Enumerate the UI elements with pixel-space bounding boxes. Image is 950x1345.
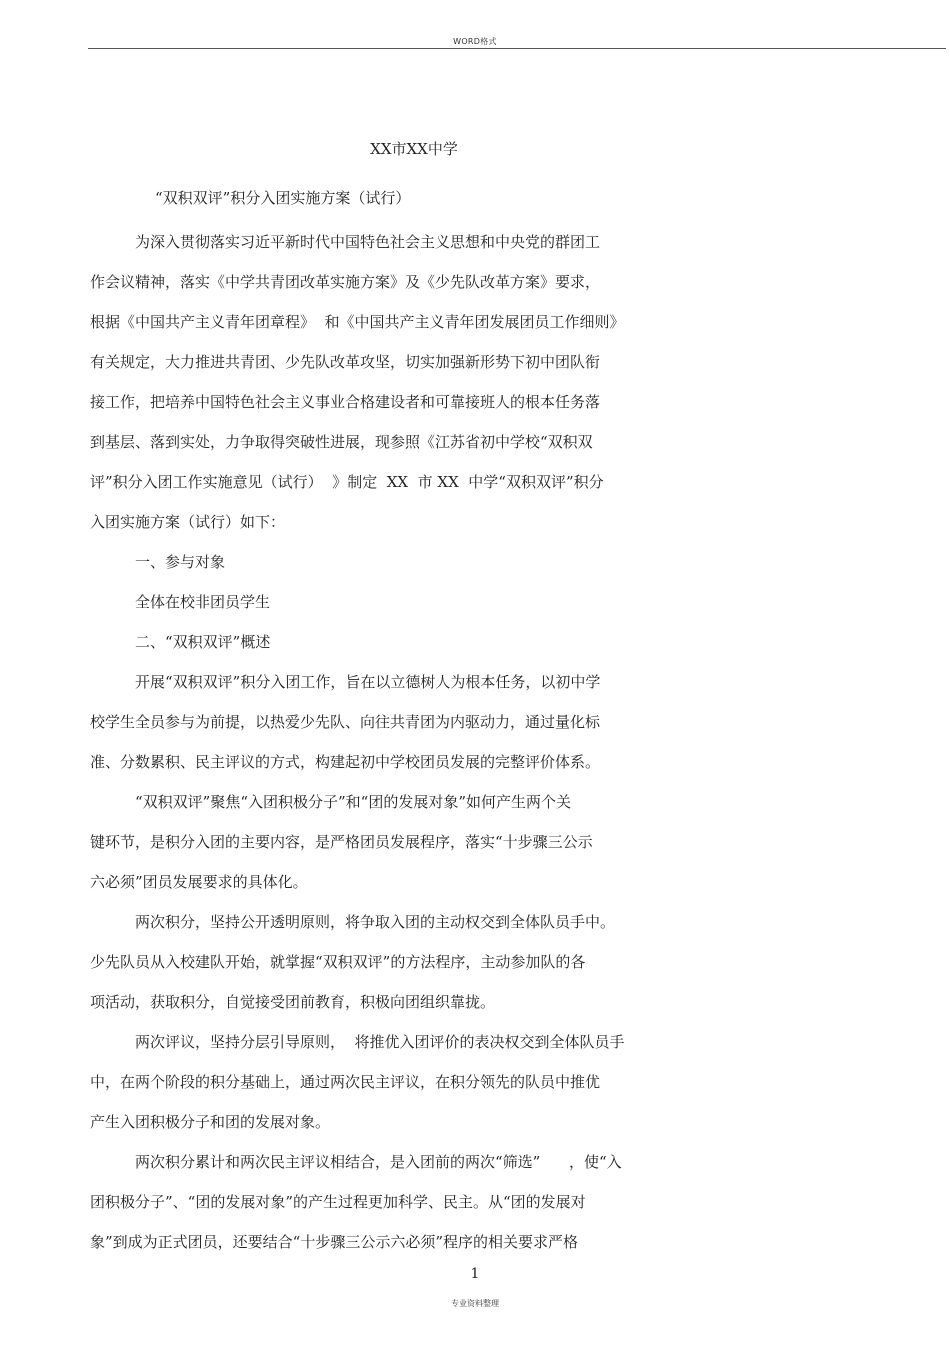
body-line: 两次评议，坚持分层引导原则， 将推优入团评价的表决权交到全体队员手 [135, 1033, 625, 1051]
body-line: 根据《中国共产主义青年团章程》 和《中国共产主义青年团发展团员工作细则》 [90, 313, 625, 331]
body-line: 接工作，把培养中国特色社会主义事业合格建设者和可靠接班人的根本任务落 [90, 393, 601, 411]
body-line: 到基层、落到实处，力争取得突破性进展，现参照《江苏省初中学校“双积双 [90, 433, 593, 451]
body-line: 象”到成为正式团员，还要结合“十步骤三公示六必须”程序的相关要求严格 [90, 1233, 579, 1251]
body-line: 校学生全员参与为前提，以热爱少先队、向往共青团为内驱动力，通过量化标 [90, 713, 601, 731]
section-heading: 一、参与对象 [135, 553, 226, 571]
page-footer-text: 专业资料整理 [451, 1299, 499, 1308]
body-line: 六必须”团员发展要求的具体化。 [90, 873, 308, 891]
body-line: 两次积分累计和两次民主评议相结合，是入团前的两次“筛选” ，使“入 [135, 1153, 622, 1171]
body-line: 中，在两个阶段的积分基础上，通过两次民主评议，在积分领先的队员中推优 [90, 1073, 601, 1091]
body-line: 入团实施方案（试行）如下： [90, 513, 286, 531]
plan-title: “双积双评”积分入团实施方案（试行） [155, 189, 411, 207]
body-line: “双积双评”聚焦“入团积极分子”和“团的发展对象”如何产生两个关 [135, 793, 572, 811]
body-line: 两次积分，坚持公开透明原则，将争取入团的主动权交到全体队员手中。 [135, 913, 616, 931]
body-line: 作会议精神，落实《中学共青团改革实施方案》及《少先队改革方案》要求， [90, 273, 601, 291]
header-divider [88, 48, 946, 49]
body-line: 准、分数累积、民主评议的方式，构建起初中学校团员发展的完整评价体系。 [90, 753, 601, 771]
page-number: 1 [470, 1266, 480, 1282]
body-line: 全体在校非团员学生 [135, 593, 271, 611]
section-heading: 二、“双积双评”概述 [135, 633, 271, 651]
body-line: 开展“双积双评”积分入团工作，旨在以立德树人为根本任务，以初中学 [135, 673, 601, 691]
body-line: 为深入贯彻落实习近平新时代中国特色社会主义思想和中央党的群团工 [135, 233, 601, 251]
page-header-text: WORD格式 [453, 37, 497, 46]
body-line: 项活动，获取积分，自觉接受团前教育，积极向团组织靠拢。 [90, 993, 496, 1011]
body-line: 键环节，是积分入团的主要内容，是严格团员发展程序，落实“十步骤三公示 [90, 833, 593, 851]
body-line: 产生入团积极分子和团的发展对象。 [90, 1113, 331, 1131]
body-line: 少先队员从入校建队开始，就掌握“双积双评”的方法程序，主动参加队的各 [90, 953, 586, 971]
body-line: 评”积分入团工作实施意见（试行） 》制定 XX 市 XX 中学“双积双评”积分 [90, 473, 604, 491]
school-title: XX市XX中学 [370, 140, 458, 158]
body-line: 有关规定，大力推进共青团、少先队改革攻坚，切实加强新形势下初中团队衔 [90, 353, 601, 371]
body-line: 团积极分子”、“团的发展对象”的产生过程更加科学、民主。从“团的发展对 [90, 1193, 586, 1211]
